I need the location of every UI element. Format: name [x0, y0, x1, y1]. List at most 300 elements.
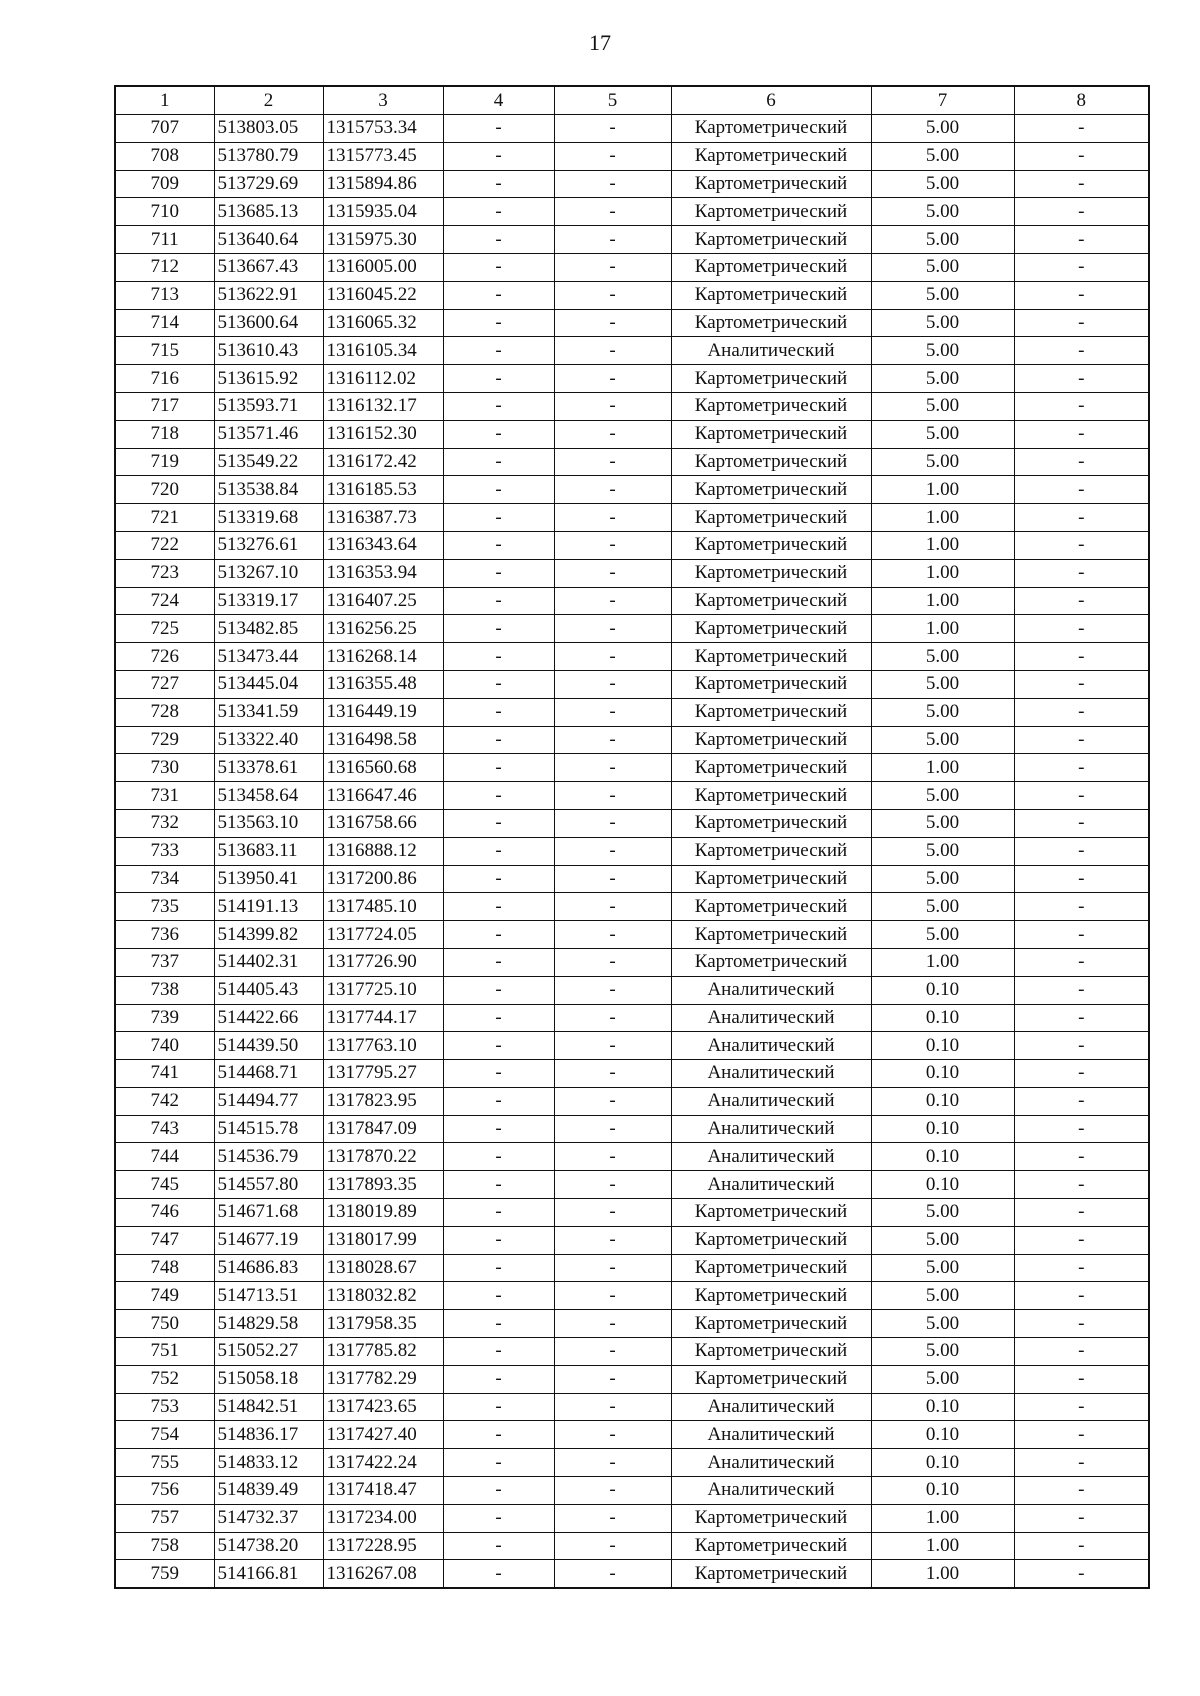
cell-accuracy: 0.10	[871, 1004, 1014, 1032]
table-row	[115, 504, 1149, 532]
table-row	[115, 1365, 1149, 1393]
cell-col-5: -	[554, 1004, 671, 1032]
cell-accuracy: 1.00	[871, 1504, 1014, 1532]
cell-col-8: -	[1014, 1199, 1149, 1227]
cell-coord-x: 513610.43	[214, 337, 323, 365]
column-header-5: 5	[554, 86, 671, 115]
cell-coord-x: 514836.17	[214, 1421, 323, 1449]
cell-point-number: 725	[115, 615, 214, 643]
cell-col-8: -	[1014, 1449, 1149, 1477]
table-row	[115, 1087, 1149, 1115]
cell-coord-y: 1317200.86	[323, 865, 443, 893]
cell-col-4: -	[443, 976, 554, 1004]
coordinates-table	[114, 85, 1150, 1589]
cell-coord-y: 1318019.89	[323, 1199, 443, 1227]
cell-point-number: 713	[115, 281, 214, 309]
cell-point-number: 733	[115, 837, 214, 865]
cell-col-5: -	[554, 643, 671, 671]
cell-coord-y: 1317782.29	[323, 1365, 443, 1393]
cell-col-8: -	[1014, 1365, 1149, 1393]
table-row	[115, 1449, 1149, 1477]
cell-coord-y: 1317893.35	[323, 1171, 443, 1199]
cell-coord-y: 1315975.30	[323, 226, 443, 254]
cell-accuracy: 5.00	[871, 226, 1014, 254]
cell-coord-x: 514671.68	[214, 1199, 323, 1227]
cell-method: Картометрический	[671, 170, 871, 198]
cell-col-5: -	[554, 559, 671, 587]
cell-accuracy: 0.10	[871, 1143, 1014, 1171]
cell-accuracy: 5.00	[871, 865, 1014, 893]
cell-coord-x: 513667.43	[214, 253, 323, 281]
cell-col-5: -	[554, 1477, 671, 1505]
cell-col-8: -	[1014, 476, 1149, 504]
cell-coord-y: 1316449.19	[323, 698, 443, 726]
cell-coord-y: 1315894.86	[323, 170, 443, 198]
cell-coord-y: 1316045.22	[323, 281, 443, 309]
cell-coord-y: 1317823.95	[323, 1087, 443, 1115]
cell-col-4: -	[443, 365, 554, 393]
cell-coord-x: 514842.51	[214, 1393, 323, 1421]
cell-method: Картометрический	[671, 1254, 871, 1282]
cell-accuracy: 5.00	[871, 365, 1014, 393]
cell-col-8: -	[1014, 420, 1149, 448]
cell-point-number: 748	[115, 1254, 214, 1282]
table-row	[115, 1226, 1149, 1254]
cell-col-4: -	[443, 1254, 554, 1282]
cell-accuracy: 1.00	[871, 615, 1014, 643]
cell-col-5: -	[554, 1143, 671, 1171]
cell-col-4: -	[443, 1032, 554, 1060]
cell-accuracy: 1.00	[871, 754, 1014, 782]
cell-method: Аналитический	[671, 1032, 871, 1060]
cell-col-4: -	[443, 921, 554, 949]
cell-coord-y: 1316132.17	[323, 392, 443, 420]
cell-accuracy: 0.10	[871, 1171, 1014, 1199]
cell-col-8: -	[1014, 1393, 1149, 1421]
cell-col-4: -	[443, 281, 554, 309]
cell-col-8: -	[1014, 698, 1149, 726]
cell-point-number: 743	[115, 1115, 214, 1143]
cell-accuracy: 0.10	[871, 1393, 1014, 1421]
cell-coord-y: 1316355.48	[323, 670, 443, 698]
table-row	[115, 782, 1149, 810]
cell-method: Картометрический	[671, 1532, 871, 1560]
cell-coord-y: 1318032.82	[323, 1282, 443, 1310]
table-row	[115, 670, 1149, 698]
column-header-2: 2	[214, 86, 323, 115]
cell-method: Картометрический	[671, 921, 871, 949]
cell-col-8: -	[1014, 921, 1149, 949]
cell-col-4: -	[443, 448, 554, 476]
cell-col-5: -	[554, 365, 671, 393]
cell-col-5: -	[554, 115, 671, 143]
cell-method: Аналитический	[671, 1393, 871, 1421]
cell-method: Картометрический	[671, 281, 871, 309]
cell-col-5: -	[554, 948, 671, 976]
table-body	[115, 115, 1149, 1589]
cell-method: Картометрический	[671, 504, 871, 532]
cell-accuracy: 5.00	[871, 142, 1014, 170]
cell-coord-y: 1317725.10	[323, 976, 443, 1004]
cell-accuracy: 5.00	[871, 921, 1014, 949]
table-row	[115, 615, 1149, 643]
cell-col-5: -	[554, 1032, 671, 1060]
cell-accuracy: 0.10	[871, 1087, 1014, 1115]
cell-col-5: -	[554, 1282, 671, 1310]
cell-col-5: -	[554, 754, 671, 782]
cell-accuracy: 5.00	[871, 1310, 1014, 1338]
cell-point-number: 735	[115, 893, 214, 921]
cell-col-8: -	[1014, 782, 1149, 810]
cell-point-number: 714	[115, 309, 214, 337]
cell-col-8: -	[1014, 531, 1149, 559]
cell-accuracy: 5.00	[871, 837, 1014, 865]
cell-col-5: -	[554, 726, 671, 754]
cell-col-8: -	[1014, 837, 1149, 865]
cell-col-4: -	[443, 1226, 554, 1254]
cell-col-8: -	[1014, 1087, 1149, 1115]
cell-col-4: -	[443, 1199, 554, 1227]
cell-coord-y: 1316343.64	[323, 531, 443, 559]
cell-point-number: 744	[115, 1143, 214, 1171]
cell-coord-y: 1317724.05	[323, 921, 443, 949]
cell-accuracy: 0.10	[871, 1060, 1014, 1088]
cell-col-4: -	[443, 1477, 554, 1505]
cell-point-number: 741	[115, 1060, 214, 1088]
table-row	[115, 893, 1149, 921]
cell-method: Аналитический	[671, 1087, 871, 1115]
cell-col-4: -	[443, 698, 554, 726]
cell-point-number: 709	[115, 170, 214, 198]
cell-col-5: -	[554, 837, 671, 865]
cell-coord-x: 513378.61	[214, 754, 323, 782]
cell-point-number: 731	[115, 782, 214, 810]
cell-coord-x: 513683.11	[214, 837, 323, 865]
table-row	[115, 726, 1149, 754]
cell-col-4: -	[443, 1115, 554, 1143]
cell-col-8: -	[1014, 643, 1149, 671]
cell-col-4: -	[443, 1087, 554, 1115]
cell-col-8: -	[1014, 1004, 1149, 1032]
cell-coord-x: 514468.71	[214, 1060, 323, 1088]
table-row	[115, 643, 1149, 671]
cell-point-number: 751	[115, 1338, 214, 1366]
cell-coord-y: 1317422.24	[323, 1449, 443, 1477]
column-header-4: 4	[443, 86, 554, 115]
cell-col-5: -	[554, 1087, 671, 1115]
cell-col-5: -	[554, 1199, 671, 1227]
cell-col-4: -	[443, 1310, 554, 1338]
table-row	[115, 1421, 1149, 1449]
cell-col-4: -	[443, 865, 554, 893]
cell-col-4: -	[443, 337, 554, 365]
cell-coord-x: 513319.17	[214, 587, 323, 615]
cell-accuracy: 5.00	[871, 1338, 1014, 1366]
cell-coord-y: 1315773.45	[323, 142, 443, 170]
cell-coord-x: 513685.13	[214, 198, 323, 226]
cell-coord-x: 513640.64	[214, 226, 323, 254]
cell-col-8: -	[1014, 253, 1149, 281]
cell-coord-y: 1316172.42	[323, 448, 443, 476]
cell-accuracy: 1.00	[871, 1560, 1014, 1588]
cell-coord-x: 513729.69	[214, 170, 323, 198]
cell-accuracy: 5.00	[871, 309, 1014, 337]
cell-coord-y: 1316065.32	[323, 309, 443, 337]
column-header-8: 8	[1014, 86, 1149, 115]
cell-coord-x: 515052.27	[214, 1338, 323, 1366]
cell-coord-y: 1317423.65	[323, 1393, 443, 1421]
cell-col-4: -	[443, 1560, 554, 1588]
cell-coord-y: 1317744.17	[323, 1004, 443, 1032]
cell-method: Картометрический	[671, 643, 871, 671]
cell-col-5: -	[554, 865, 671, 893]
cell-coord-y: 1316353.94	[323, 559, 443, 587]
table-row	[115, 476, 1149, 504]
table-row	[115, 865, 1149, 893]
cell-col-8: -	[1014, 504, 1149, 532]
cell-point-number: 745	[115, 1171, 214, 1199]
cell-coord-x: 513319.68	[214, 504, 323, 532]
cell-point-number: 747	[115, 1226, 214, 1254]
cell-coord-x: 513615.92	[214, 365, 323, 393]
cell-accuracy: 5.00	[871, 670, 1014, 698]
cell-method: Картометрический	[671, 893, 871, 921]
cell-point-number: 755	[115, 1449, 214, 1477]
cell-accuracy: 1.00	[871, 531, 1014, 559]
cell-accuracy: 1.00	[871, 559, 1014, 587]
cell-method: Картометрический	[671, 115, 871, 143]
table-row	[115, 1254, 1149, 1282]
cell-col-5: -	[554, 921, 671, 949]
cell-method: Аналитический	[671, 1421, 871, 1449]
cell-col-4: -	[443, 392, 554, 420]
column-header-1: 1	[115, 86, 214, 115]
cell-method: Картометрический	[671, 948, 871, 976]
cell-col-8: -	[1014, 170, 1149, 198]
cell-point-number: 754	[115, 1421, 214, 1449]
cell-col-5: -	[554, 1365, 671, 1393]
cell-col-4: -	[443, 1393, 554, 1421]
cell-col-8: -	[1014, 1143, 1149, 1171]
cell-coord-x: 513571.46	[214, 420, 323, 448]
cell-col-5: -	[554, 170, 671, 198]
cell-accuracy: 5.00	[871, 698, 1014, 726]
cell-col-8: -	[1014, 1310, 1149, 1338]
cell-col-8: -	[1014, 865, 1149, 893]
cell-col-5: -	[554, 448, 671, 476]
cell-coord-y: 1317785.82	[323, 1338, 443, 1366]
cell-col-4: -	[443, 1004, 554, 1032]
cell-coord-x: 514536.79	[214, 1143, 323, 1171]
cell-col-4: -	[443, 782, 554, 810]
cell-method: Картометрический	[671, 837, 871, 865]
cell-accuracy: 5.00	[871, 420, 1014, 448]
cell-coord-x: 513950.41	[214, 865, 323, 893]
table-row	[115, 1060, 1149, 1088]
cell-method: Картометрический	[671, 670, 871, 698]
cell-method: Картометрический	[671, 1338, 871, 1366]
cell-method: Аналитический	[671, 1060, 871, 1088]
cell-accuracy: 5.00	[871, 1365, 1014, 1393]
cell-accuracy: 1.00	[871, 1532, 1014, 1560]
cell-accuracy: 5.00	[871, 893, 1014, 921]
cell-coord-y: 1316105.34	[323, 337, 443, 365]
cell-method: Аналитический	[671, 1143, 871, 1171]
cell-coord-y: 1316185.53	[323, 476, 443, 504]
cell-coord-y: 1317763.10	[323, 1032, 443, 1060]
cell-coord-x: 513803.05	[214, 115, 323, 143]
cell-coord-x: 514515.78	[214, 1115, 323, 1143]
cell-point-number: 753	[115, 1393, 214, 1421]
cell-col-4: -	[443, 587, 554, 615]
table-header-row	[115, 86, 1149, 115]
cell-col-4: -	[443, 198, 554, 226]
cell-col-4: -	[443, 1060, 554, 1088]
cell-col-5: -	[554, 281, 671, 309]
cell-point-number: 726	[115, 643, 214, 671]
cell-coord-x: 514405.43	[214, 976, 323, 1004]
table-row	[115, 337, 1149, 365]
cell-col-4: -	[443, 1282, 554, 1310]
column-header-6: 6	[671, 86, 871, 115]
cell-point-number: 716	[115, 365, 214, 393]
cell-method: Картометрический	[671, 698, 871, 726]
cell-method: Картометрический	[671, 420, 871, 448]
cell-accuracy: 0.10	[871, 1421, 1014, 1449]
cell-col-4: -	[443, 504, 554, 532]
cell-accuracy: 5.00	[871, 392, 1014, 420]
cell-col-5: -	[554, 1421, 671, 1449]
table-row	[115, 420, 1149, 448]
cell-col-8: -	[1014, 615, 1149, 643]
cell-method: Картометрический	[671, 392, 871, 420]
cell-accuracy: 0.10	[871, 1032, 1014, 1060]
cell-method: Аналитический	[671, 1171, 871, 1199]
cell-point-number: 729	[115, 726, 214, 754]
cell-point-number: 710	[115, 198, 214, 226]
cell-col-4: -	[443, 670, 554, 698]
cell-coord-y: 1316005.00	[323, 253, 443, 281]
cell-col-4: -	[443, 226, 554, 254]
cell-col-5: -	[554, 670, 671, 698]
cell-point-number: 727	[115, 670, 214, 698]
cell-col-8: -	[1014, 142, 1149, 170]
table-row	[115, 976, 1149, 1004]
cell-col-8: -	[1014, 1504, 1149, 1532]
cell-accuracy: 5.00	[871, 643, 1014, 671]
cell-method: Картометрический	[671, 865, 871, 893]
cell-coord-y: 1316758.66	[323, 809, 443, 837]
table-row	[115, 309, 1149, 337]
cell-coord-x: 514829.58	[214, 1310, 323, 1338]
cell-coord-y: 1317795.27	[323, 1060, 443, 1088]
cell-coord-y: 1315935.04	[323, 198, 443, 226]
cell-coord-x: 514557.80	[214, 1171, 323, 1199]
cell-col-4: -	[443, 115, 554, 143]
cell-point-number: 742	[115, 1087, 214, 1115]
cell-coord-y: 1317847.09	[323, 1115, 443, 1143]
table-row	[115, 531, 1149, 559]
cell-accuracy: 1.00	[871, 476, 1014, 504]
cell-point-number: 740	[115, 1032, 214, 1060]
cell-coord-x: 514399.82	[214, 921, 323, 949]
cell-coord-y: 1316267.08	[323, 1560, 443, 1588]
cell-col-5: -	[554, 420, 671, 448]
table-row	[115, 1171, 1149, 1199]
cell-coord-y: 1316152.30	[323, 420, 443, 448]
cell-coord-x: 514422.66	[214, 1004, 323, 1032]
cell-coord-y: 1317726.90	[323, 948, 443, 976]
table-row	[115, 1143, 1149, 1171]
cell-col-4: -	[443, 253, 554, 281]
cell-point-number: 756	[115, 1477, 214, 1505]
cell-coord-y: 1317427.40	[323, 1421, 443, 1449]
cell-col-4: -	[443, 1449, 554, 1477]
cell-coord-y: 1317228.95	[323, 1532, 443, 1560]
cell-point-number: 712	[115, 253, 214, 281]
cell-accuracy: 5.00	[871, 1282, 1014, 1310]
cell-coord-x: 513322.40	[214, 726, 323, 754]
cell-method: Картометрический	[671, 615, 871, 643]
cell-col-8: -	[1014, 1338, 1149, 1366]
cell-point-number: 738	[115, 976, 214, 1004]
table-row	[115, 253, 1149, 281]
cell-coord-y: 1317485.10	[323, 893, 443, 921]
table-row	[115, 1282, 1149, 1310]
cell-method: Картометрический	[671, 476, 871, 504]
table-row	[115, 809, 1149, 837]
cell-coord-x: 513549.22	[214, 448, 323, 476]
cell-col-5: -	[554, 809, 671, 837]
cell-col-8: -	[1014, 1532, 1149, 1560]
cell-accuracy: 5.00	[871, 1254, 1014, 1282]
cell-coord-x: 513445.04	[214, 670, 323, 698]
cell-col-4: -	[443, 893, 554, 921]
cell-col-5: -	[554, 309, 671, 337]
cell-col-4: -	[443, 170, 554, 198]
table-row	[115, 1310, 1149, 1338]
table-row	[115, 1032, 1149, 1060]
cell-method: Картометрический	[671, 142, 871, 170]
cell-method: Картометрический	[671, 253, 871, 281]
cell-accuracy: 5.00	[871, 448, 1014, 476]
cell-point-number: 721	[115, 504, 214, 532]
cell-method: Картометрический	[671, 587, 871, 615]
table-row	[115, 921, 1149, 949]
cell-col-5: -	[554, 1115, 671, 1143]
table-row	[115, 170, 1149, 198]
cell-method: Картометрический	[671, 1560, 871, 1588]
cell-method: Картометрический	[671, 782, 871, 810]
cell-coord-x: 514166.81	[214, 1560, 323, 1588]
cell-coord-y: 1317418.47	[323, 1477, 443, 1505]
cell-method: Аналитический	[671, 1477, 871, 1505]
cell-col-8: -	[1014, 1421, 1149, 1449]
cell-col-5: -	[554, 1226, 671, 1254]
cell-coord-x: 514713.51	[214, 1282, 323, 1310]
cell-col-4: -	[443, 1143, 554, 1171]
cell-coord-x: 514686.83	[214, 1254, 323, 1282]
cell-coord-x: 515058.18	[214, 1365, 323, 1393]
cell-coord-x: 514402.31	[214, 948, 323, 976]
cell-col-8: -	[1014, 726, 1149, 754]
cell-col-8: -	[1014, 1032, 1149, 1060]
table-row	[115, 1560, 1149, 1588]
cell-coord-y: 1316407.25	[323, 587, 443, 615]
cell-col-8: -	[1014, 976, 1149, 1004]
cell-accuracy: 5.00	[871, 115, 1014, 143]
cell-col-8: -	[1014, 337, 1149, 365]
